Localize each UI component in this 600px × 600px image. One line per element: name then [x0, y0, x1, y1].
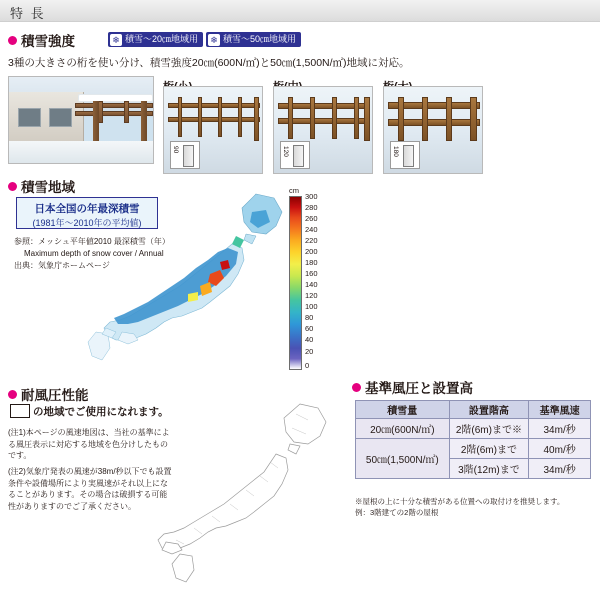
dimension-gauge	[390, 141, 420, 169]
snow-icon: ❄	[208, 34, 220, 46]
bullet-icon	[8, 36, 17, 45]
table-cell-wind: 34m/秒	[529, 419, 591, 439]
dimension-value: 120	[282, 146, 289, 157]
gauge-bar	[403, 145, 414, 167]
scale-unit-label: cm	[289, 186, 299, 195]
photo-ground	[9, 141, 153, 163]
wind-color-swatch	[10, 404, 30, 418]
bullet-icon	[8, 390, 17, 399]
photo-window	[49, 108, 72, 127]
gauge-bar	[293, 145, 304, 167]
beam-panel-large	[383, 86, 483, 174]
standard-wind-note-2: 例：3階建ての2階の屋根	[355, 508, 439, 517]
scale-tick: 60	[305, 324, 314, 333]
table-cell-wind: 40m/秒	[529, 439, 591, 459]
scale-tick: 100	[305, 302, 318, 311]
product-photo	[8, 76, 154, 164]
dimension-value: 180	[392, 146, 399, 157]
bullet-icon	[352, 383, 361, 392]
page-header	[0, 0, 600, 22]
table-cell-height: 2階(6m)まで※	[449, 419, 529, 439]
scale-tick: 160	[305, 269, 318, 278]
chip-snow-20: ❄ 積雪～20㎝地域用	[108, 32, 203, 47]
section-heading-snow-strength: 積雪強度	[8, 30, 75, 50]
section-heading-wind: 耐風圧性能	[8, 384, 89, 404]
scale-tick: 120	[305, 291, 318, 300]
scale-tick: 180	[305, 258, 318, 267]
beam-panel-medium	[273, 86, 373, 174]
snow-legend-subtitle: (1981年～2010年の平均値)	[32, 218, 142, 228]
table-cell-height: 3階(12m)まで	[449, 459, 529, 479]
dimension-gauge	[280, 141, 310, 169]
section-heading-standard-wind: 基準風圧と設置高	[352, 377, 473, 397]
snow-icon: ❄	[110, 34, 122, 46]
bullet-icon	[8, 182, 17, 191]
wind-statement: の地域でご使用になれます。	[33, 406, 169, 418]
table-cell-snow: 50㎝(1,500N/㎡)	[356, 439, 450, 479]
photo-beam	[124, 101, 129, 123]
dimension-gauge	[170, 141, 200, 169]
snow-source-line-1: 参照：メッシュ平年値2010 最深積雪（年）	[14, 237, 170, 246]
chip-snow-50: ❄ 積雪～50㎝地域用	[206, 32, 301, 47]
photo-window	[18, 108, 41, 127]
table-row	[356, 419, 591, 439]
scale-tick: 260	[305, 214, 318, 223]
wind-note-2: (注2)気象庁発表の風速が38m/秒以下でも設置条件や設備場所により実風速がそれ以上になることがあります。その場合は破損する可能性がありますのでご了承ください。	[8, 467, 172, 511]
snow-color-scale	[289, 196, 302, 370]
snow-source-line-3: 出典：気象庁ホームページ	[14, 261, 110, 270]
scale-tick: 220	[305, 236, 318, 245]
scale-tick: 20	[305, 347, 314, 356]
gauge-bar	[183, 145, 194, 167]
scale-tick: 0	[305, 361, 310, 370]
standard-wind-note-1: ※屋根の上に十分な積雪がある位置への取付けを推奨します。	[355, 497, 565, 506]
scale-tick: 240	[305, 225, 318, 234]
snow-legend-title: 日本全国の年最深積雪	[34, 203, 140, 215]
table-header-cell: 基準風速	[529, 401, 591, 419]
table-cell-wind: 34m/秒	[529, 459, 591, 479]
photo-post	[93, 101, 99, 142]
scale-tick: 280	[305, 203, 318, 212]
standard-wind-table	[355, 400, 591, 479]
dimension-value: 90	[172, 146, 179, 154]
page-title: 特 長	[10, 6, 46, 21]
snow-strength-description: 3種の大きさの桁を使い分け、積雪強度20㎝(600N/㎡)と50㎝(1,500N/㎡)地域に対応。	[8, 57, 410, 69]
table-header-row	[356, 401, 591, 419]
lattice-graphic	[168, 97, 260, 141]
photo-post	[141, 101, 147, 142]
scale-tick: 140	[305, 280, 318, 289]
photo-beam	[98, 101, 103, 123]
table-cell-snow: 20㎝(600N/㎡)	[356, 419, 450, 439]
scale-tick: 300	[305, 192, 318, 201]
snow-depth-map	[60, 182, 290, 372]
lattice-graphic	[388, 97, 480, 141]
snow-source-line-2: Maximum depth of snow cover / Annual	[24, 249, 164, 258]
table-cell-height: 2階(6m)まで	[449, 439, 529, 459]
table-header-cell: 積雪量	[356, 401, 450, 419]
beam-panel-small	[163, 86, 263, 174]
section-heading-snow-region: 積雪地域	[8, 176, 75, 196]
wind-region-map	[150, 392, 350, 592]
table-header-cell: 設置階高	[449, 401, 529, 419]
scale-tick: 40	[305, 335, 314, 344]
scale-tick: 80	[305, 313, 314, 322]
wind-note-1: (注1)本ページの風速地図は、当社の基準による風圧表示に対応する地域を色分けしたものです。	[8, 428, 170, 460]
table-row	[356, 439, 591, 459]
lattice-graphic	[278, 97, 370, 141]
scale-tick: 200	[305, 247, 318, 256]
